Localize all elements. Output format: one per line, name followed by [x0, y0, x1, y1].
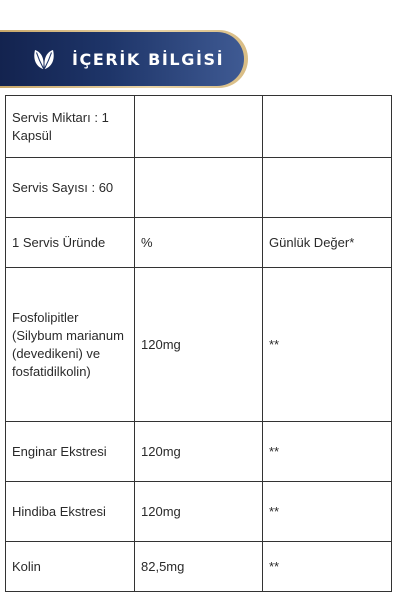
table-cell	[135, 158, 263, 218]
ingredient-table	[5, 95, 392, 592]
table-cell: Hindiba Ekstresi	[6, 482, 135, 542]
header-banner-border	[0, 30, 248, 88]
table-cell: Kolin	[6, 542, 135, 592]
table-cell: **	[263, 268, 392, 422]
table-row	[6, 218, 392, 268]
table-cell: Servis Sayısı : 60	[6, 158, 135, 218]
table-cell: 82,5mg	[135, 542, 263, 592]
table-cell: 120mg	[135, 422, 263, 482]
table-cell	[263, 158, 392, 218]
table-cell: **	[263, 482, 392, 542]
header-banner	[0, 32, 244, 86]
leaf-icon	[30, 45, 58, 73]
table-cell: Fosfolipitler (Silybum marianum (devedikeni) ve fosfatidilkolin)	[6, 268, 135, 422]
table-cell: Enginar Ekstresi	[6, 422, 135, 482]
table-row	[6, 482, 392, 542]
table-cell: %	[135, 218, 263, 268]
table-row	[6, 158, 392, 218]
table-cell: 120mg	[135, 268, 263, 422]
table-cell	[135, 96, 263, 158]
table-row	[6, 96, 392, 158]
table-cell: 1 Servis Üründe	[6, 218, 135, 268]
table-cell: 120mg	[135, 482, 263, 542]
table-cell: **	[263, 542, 392, 592]
table-row	[6, 542, 392, 592]
header-title: İÇERİK BİLGİSİ	[72, 49, 225, 69]
table-cell: Günlük Değer*	[263, 218, 392, 268]
table-row	[6, 268, 392, 422]
table-cell: Servis Miktarı : 1 Kapsül	[6, 96, 135, 158]
table-cell: **	[263, 422, 392, 482]
table-cell	[263, 96, 392, 158]
table-row	[6, 422, 392, 482]
